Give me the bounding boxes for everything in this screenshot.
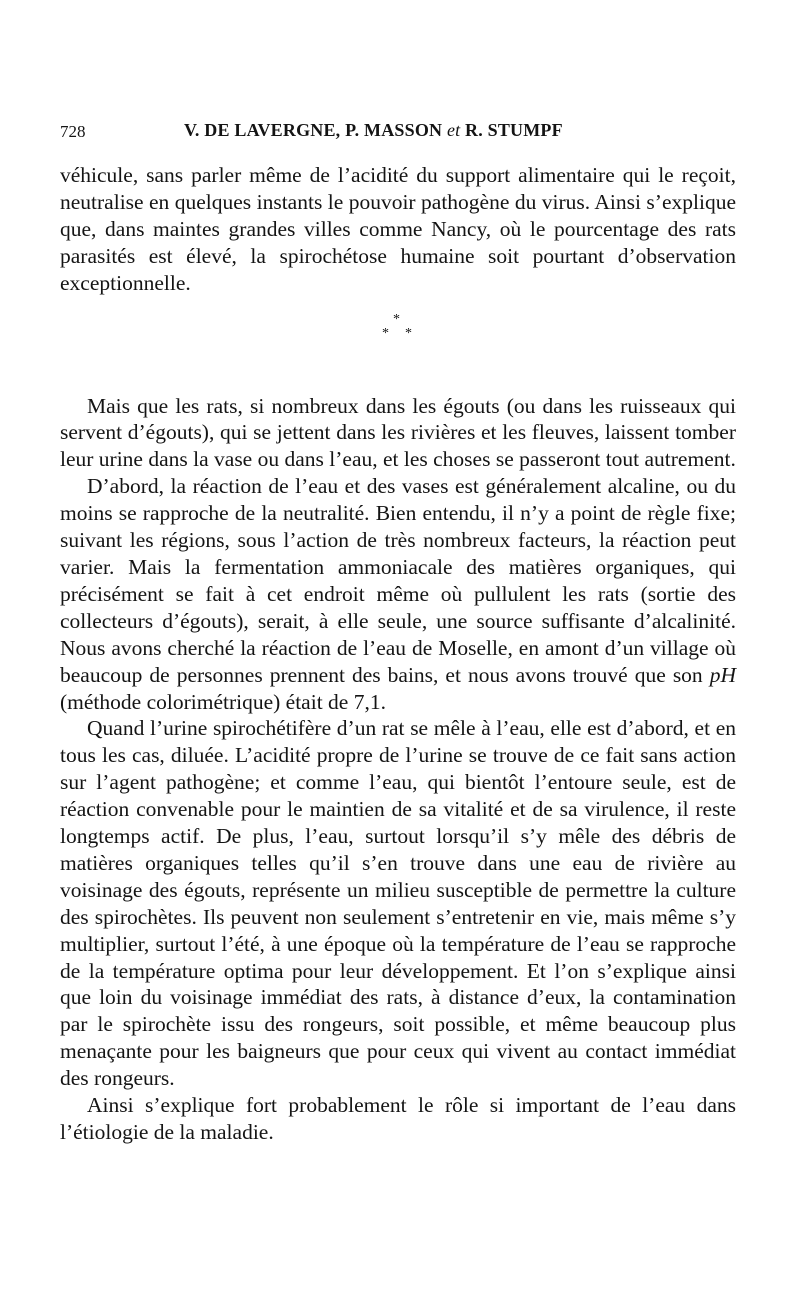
running-head-title bbox=[184, 120, 563, 141]
paragraph-continued: véhicule, sans parler même de l’acidité du support alimentaire qui le reçoit, neutralise en quelques instants le pouvoir pathogène du virus. Ainsi s’explique que, dans maintes grandes villes comme Nancy, où le pourcentage des rats parasités est élevé, la spirochétose humaine soit pourtant d’observation exceptionnelle. bbox=[60, 163, 736, 295]
running-head bbox=[60, 118, 736, 146]
paragraph-text: (méthode colorimétrique) était de 7,1. bbox=[60, 689, 386, 714]
paragraph-conclusion: Ainsi s’explique fort probablement le rôle si important de l’eau dans l’étiologie de la maladie. bbox=[60, 1093, 736, 1144]
ph-term: pH bbox=[709, 662, 736, 687]
conjunction: et bbox=[446, 120, 461, 140]
last-author: R. STUMPF bbox=[465, 120, 563, 140]
paragraph-rats-sewers: Mais que les rats, si nombreux dans les égouts (ou dans les ruisseaux qui servent d’égouts), qui se jettent dans les rivières et les fleuves, laissent tomber leur urine dans la vase ou dans l’eau, et les choses se passeront tout autrement. bbox=[60, 393, 736, 472]
paragraph-text: D’abord, la réaction de l’eau et des vases est généralement alcaline, ou du moins se rapproche de la neutralité. Bien entendu, il n’y a point de règle fixe; suivant les régions, sous l’action de très nombreux facteurs, la réaction peut varier. Mais la fermentation ammoniacale des matières organiques, qui précisément se fait à cet endroit même où pullulent les rats (sortie des collecteurs d’égouts), serait, à elle seule, une source suffisante d’alcalinité. Nous avons cherché la réaction de l’eau de Moselle, en amont d’un village où beaucoup de personnes prennent des bains, et nous avons trouvé que son bbox=[60, 474, 736, 687]
asterism-star: * bbox=[382, 325, 389, 341]
asterism-star: * bbox=[393, 311, 400, 327]
page-number: 728 bbox=[60, 122, 86, 141]
paragraph-water-reaction bbox=[60, 473, 736, 715]
body-text bbox=[60, 162, 736, 1146]
paragraph-urine-dilution: Quand l’urine spirochétifère d’un rat se mêle à l’eau, elle est d’abord, et en tous les cas, diluée. L’acidité propre de l’urine se trouve de ce fait sans action sur l’agent pathogène; et comme l’eau, qui bientôt l’entoure seule, est de réaction convenable pour le maintien de sa vitalité et de sa virulence, il reste longtemps actif. De plus, l’eau, surtout lorsqu’il s’y mêle des débris de matières organiques telles qu’il s’en trouve dans une eau de rivière au voisinage des égouts, représente un milieu susceptible de permettre la culture des spirochètes. Ils peuvent non seulement s’entretenir en vie, mais même s’y multiplier, surtout l’été, à une époque où la température de l’eau se rapproche de la température optima pour leur développement. Et l’on s’explique ainsi que loin du voisinage immédiat des rats, à distance d’eux, la contamination par le spirochète issu des rongeurs, soit possible, et même beaucoup plus menaçante pour les baigneurs que pour ceux qui vivent au contact immédiat des rongeurs. bbox=[60, 716, 736, 1091]
authors: V. DE LAVERGNE, P. MASSON bbox=[184, 120, 443, 140]
book-page bbox=[60, 0, 736, 1304]
section-separator bbox=[60, 307, 736, 377]
asterism-star: * bbox=[405, 325, 412, 341]
